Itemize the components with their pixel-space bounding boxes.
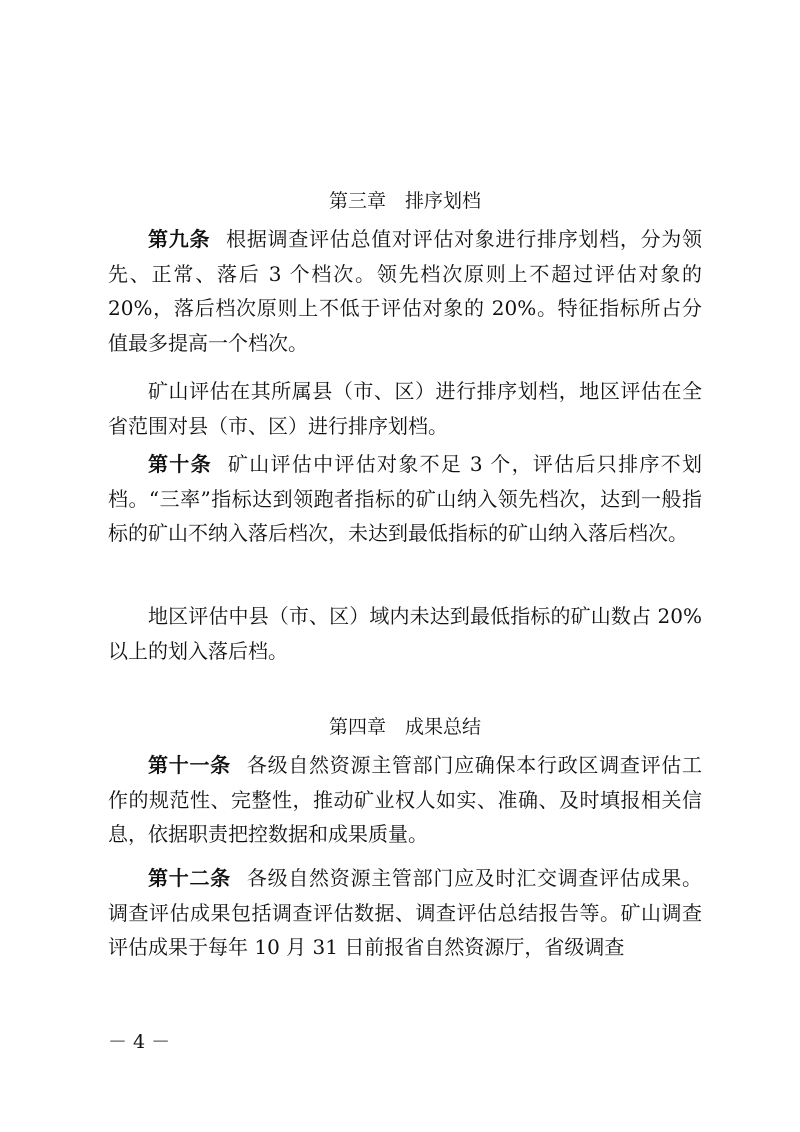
article-10-text: 矿山评估中评估对象不足 3 个，评估后只排序不划档。“三率”指标达到领跑者指标的矿山纳入领先档次，达到一般指标的矿山不纳入落后档次，未达到最低指标的矿山纳入落后档次。 bbox=[108, 452, 702, 545]
article-11-paragraph bbox=[108, 748, 702, 852]
article-12-label: 第十二条 bbox=[148, 866, 231, 890]
chapter-4-heading: 第四章 成果总结 bbox=[328, 716, 481, 738]
article-9-text: 根据调查评估总值对评估对象进行排序划档，分为领先、正常、落后 3 个档次。领先档次原则上不超过评估对象的 20%，落后档次原则上不低于评估对象的 20%。特征指标所占分值最多提高一个档次。 bbox=[108, 227, 703, 355]
article-11-text: 各级自然资源主管部门应确保本行政区调查评估工作的规范性、完整性，推动矿业权人如实、准确、及时填报相关信息，依据职责把控数据和成果质量。 bbox=[108, 753, 703, 846]
paragraph-text: 地区评估中县（市、区）域内未达到最低指标的矿山数占 20%以上的划入落后档。 bbox=[108, 604, 702, 663]
chapter-3-heading: 第三章 排序划档 bbox=[328, 190, 481, 212]
article-9-paragraph bbox=[108, 222, 702, 360]
chapter-3-paragraph-2 bbox=[108, 374, 702, 443]
page-number: － 4 － bbox=[108, 1031, 171, 1053]
article-12-paragraph bbox=[108, 861, 702, 965]
article-9-label: 第九条 bbox=[148, 227, 211, 251]
paragraph-text: 矿山评估在其所属县（市、区）进行排序划档，地区评估在全省范围对县（市、区）进行排序划档。 bbox=[108, 379, 702, 438]
article-12-text: 各级自然资源主管部门应及时汇交调查评估成果。调查评估成果包括调查评估数据、调查评估总结报告等。矿山调查评估成果于每年 10 月 31 日前报省自然资源厅，省级调查 bbox=[108, 866, 703, 959]
article-10-label: 第十条 bbox=[148, 452, 212, 476]
article-11-label: 第十一条 bbox=[148, 753, 231, 777]
article-10-paragraph bbox=[108, 447, 702, 551]
chapter-3-paragraph-4 bbox=[108, 599, 702, 668]
